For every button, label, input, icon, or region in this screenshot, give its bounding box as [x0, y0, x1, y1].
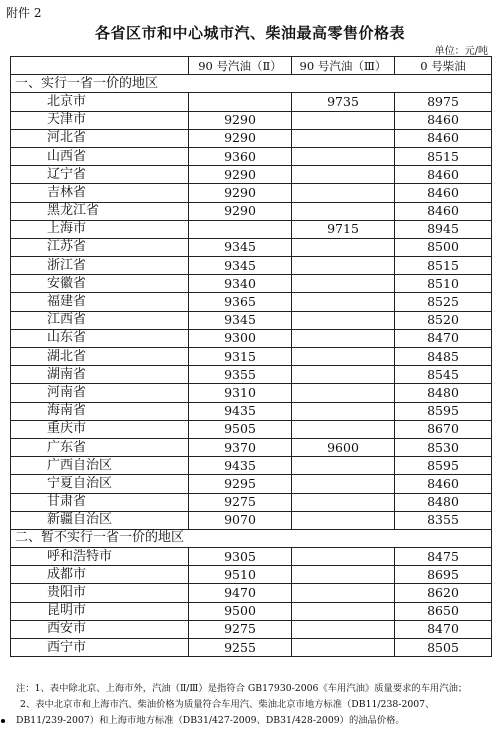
table-row — [11, 238, 492, 256]
region-cell: 呼和浩特市 — [11, 548, 189, 566]
gasoline-90-iii-cell — [292, 493, 395, 511]
gasoline-90-iii-cell — [292, 366, 395, 384]
table-row — [11, 329, 492, 347]
region-cell: 黑龙江省 — [11, 202, 189, 220]
table-row — [11, 257, 492, 275]
diesel-0-cell: 8670 — [395, 420, 492, 438]
region-cell: 江西省 — [11, 311, 189, 329]
gasoline-90-iii-cell — [292, 238, 395, 256]
gasoline-90-iii-cell — [292, 202, 395, 220]
gasoline-90-ii-cell: 9345 — [189, 238, 292, 256]
table-row — [11, 475, 492, 493]
diesel-0-cell: 8475 — [395, 548, 492, 566]
table-row — [11, 111, 492, 129]
table-row — [11, 348, 492, 366]
gasoline-90-iii-cell — [292, 620, 395, 638]
region-cell: 湖南省 — [11, 366, 189, 384]
diesel-0-cell: 8530 — [395, 438, 492, 456]
column-header-diesel-0: 0 号柴油 — [395, 57, 492, 75]
table-row — [11, 584, 492, 602]
section-label: 一、实行一省一价的地区 — [11, 75, 492, 93]
diesel-0-cell: 8545 — [395, 366, 492, 384]
diesel-0-cell: 8460 — [395, 202, 492, 220]
gasoline-90-iii-cell — [292, 566, 395, 584]
gasoline-90-iii-cell — [292, 311, 395, 329]
table-row — [11, 293, 492, 311]
gasoline-90-iii-cell — [292, 329, 395, 347]
gasoline-90-ii-cell: 9070 — [189, 511, 292, 529]
gasoline-90-ii-cell: 9500 — [189, 602, 292, 620]
footnote-1: 注：1、表中除北京、上海市外，汽油（Ⅱ/Ⅲ）是指符合 GB17930-2006《车用汽油》质量要求的车用汽油； — [16, 683, 468, 694]
gasoline-90-ii-cell: 9360 — [189, 147, 292, 165]
gasoline-90-ii-cell: 9510 — [189, 566, 292, 584]
gasoline-90-iii-cell — [292, 129, 395, 147]
gasoline-90-iii-cell — [292, 475, 395, 493]
gasoline-90-iii-cell — [292, 457, 395, 475]
region-cell: 昆明市 — [11, 602, 189, 620]
region-cell: 安徽省 — [11, 275, 189, 293]
table-row — [11, 493, 492, 511]
gasoline-90-iii-cell — [292, 584, 395, 602]
diesel-0-cell: 8460 — [395, 129, 492, 147]
diesel-0-cell: 8470 — [395, 329, 492, 347]
gasoline-90-iii-cell — [292, 147, 395, 165]
diesel-0-cell: 8500 — [395, 238, 492, 256]
table-row — [11, 147, 492, 165]
table-row — [11, 420, 492, 438]
region-cell: 江苏省 — [11, 238, 189, 256]
gasoline-90-iii-cell — [292, 402, 395, 420]
gasoline-90-ii-cell: 9295 — [189, 475, 292, 493]
diesel-0-cell: 8595 — [395, 457, 492, 475]
table-row — [11, 384, 492, 402]
diesel-0-cell: 8460 — [395, 111, 492, 129]
table-row — [11, 457, 492, 475]
table-row — [11, 184, 492, 202]
diesel-0-cell: 8460 — [395, 184, 492, 202]
region-cell: 宁夏自治区 — [11, 475, 189, 493]
gasoline-90-ii-cell: 9435 — [189, 402, 292, 420]
diesel-0-cell: 8650 — [395, 602, 492, 620]
table-row — [11, 548, 492, 566]
gasoline-90-ii-cell: 9340 — [189, 275, 292, 293]
price-table — [10, 56, 492, 657]
region-cell: 天津市 — [11, 111, 189, 129]
region-cell: 吉林省 — [11, 184, 189, 202]
region-cell: 山东省 — [11, 329, 189, 347]
diesel-0-cell: 8515 — [395, 147, 492, 165]
gasoline-90-ii-cell — [189, 220, 292, 238]
gasoline-90-ii-cell: 9345 — [189, 311, 292, 329]
gasoline-90-ii-cell: 9435 — [189, 457, 292, 475]
region-cell: 北京市 — [11, 93, 189, 111]
region-cell: 福建省 — [11, 293, 189, 311]
gasoline-90-iii-cell — [292, 111, 395, 129]
gasoline-90-ii-cell: 9275 — [189, 620, 292, 638]
gasoline-90-iii-cell — [292, 548, 395, 566]
table-header-row — [11, 57, 492, 75]
table-row — [11, 366, 492, 384]
diesel-0-cell: 8480 — [395, 384, 492, 402]
diesel-0-cell: 8480 — [395, 493, 492, 511]
region-cell: 西安市 — [11, 620, 189, 638]
diesel-0-cell: 8470 — [395, 620, 492, 638]
section-label: 二、暂不实行一省一价的地区 — [11, 529, 492, 547]
gasoline-90-iii-cell — [292, 511, 395, 529]
region-cell: 甘肃省 — [11, 493, 189, 511]
diesel-0-cell: 8975 — [395, 93, 492, 111]
region-cell: 广东省 — [11, 438, 189, 456]
footnote-2-continued: DB11/239-2007）和上海市地方标准（DB31/427-2009、DB31/428-2009）的油品价格。 — [16, 715, 405, 726]
table-row — [11, 511, 492, 529]
table-row — [11, 620, 492, 638]
region-cell: 新疆自治区 — [11, 511, 189, 529]
diesel-0-cell: 8460 — [395, 475, 492, 493]
gasoline-90-ii-cell: 9290 — [189, 202, 292, 220]
region-cell: 海南省 — [11, 402, 189, 420]
footnote-2: 2、表中北京市和上海市汽、柴油价格为质量符合车用汽、柴油北京市地方标准（DB11/238-2007、 — [20, 699, 435, 710]
diesel-0-cell: 8695 — [395, 566, 492, 584]
footnotes — [16, 681, 492, 729]
gasoline-90-ii-cell: 9300 — [189, 329, 292, 347]
diesel-0-cell: 8505 — [395, 639, 492, 657]
region-cell: 辽宁省 — [11, 166, 189, 184]
diesel-0-cell: 8460 — [395, 166, 492, 184]
region-cell: 河南省 — [11, 384, 189, 402]
table-row — [11, 220, 492, 238]
table-row — [11, 438, 492, 456]
region-cell: 上海市 — [11, 220, 189, 238]
gasoline-90-ii-cell: 9345 — [189, 257, 292, 275]
region-cell: 重庆市 — [11, 420, 189, 438]
gasoline-90-ii-cell: 9255 — [189, 639, 292, 657]
gasoline-90-ii-cell: 9310 — [189, 384, 292, 402]
diesel-0-cell: 8525 — [395, 293, 492, 311]
region-cell: 浙江省 — [11, 257, 189, 275]
table-row — [11, 166, 492, 184]
gasoline-90-ii-cell: 9355 — [189, 366, 292, 384]
column-header-gasoline-90-ii: 90 号汽油（Ⅱ） — [189, 57, 292, 75]
gasoline-90-iii-cell — [292, 420, 395, 438]
region-cell: 山西省 — [11, 147, 189, 165]
diesel-0-cell: 8515 — [395, 257, 492, 275]
diesel-0-cell: 8620 — [395, 584, 492, 602]
page-title: 各省区市和中心城市汽、柴油最高零售价格表 — [94, 24, 405, 42]
gasoline-90-iii-cell — [292, 275, 395, 293]
diesel-0-cell: 8355 — [395, 511, 492, 529]
table-row — [11, 129, 492, 147]
table-row — [11, 566, 492, 584]
table-row — [11, 602, 492, 620]
region-cell: 湖北省 — [11, 348, 189, 366]
table-row — [11, 275, 492, 293]
diesel-0-cell: 8945 — [395, 220, 492, 238]
gasoline-90-ii-cell: 9365 — [189, 293, 292, 311]
region-cell: 西宁市 — [11, 639, 189, 657]
gasoline-90-iii-cell: 9715 — [292, 220, 395, 238]
unit-label: 单位：元/吨 — [434, 46, 488, 57]
gasoline-90-ii-cell: 9290 — [189, 129, 292, 147]
region-cell: 成都市 — [11, 566, 189, 584]
table-row — [11, 639, 492, 657]
gasoline-90-ii-cell: 9290 — [189, 111, 292, 129]
column-header-region — [11, 57, 189, 75]
attachment-label: 附件 2 — [6, 6, 42, 20]
gasoline-90-iii-cell — [292, 166, 395, 184]
gasoline-90-iii-cell — [292, 293, 395, 311]
gasoline-90-ii-cell: 9505 — [189, 420, 292, 438]
gasoline-90-ii-cell: 9290 — [189, 166, 292, 184]
gasoline-90-iii-cell — [292, 639, 395, 657]
gasoline-90-iii-cell — [292, 348, 395, 366]
table-row — [11, 311, 492, 329]
gasoline-90-iii-cell — [292, 184, 395, 202]
section-row — [11, 75, 492, 93]
gasoline-90-iii-cell — [292, 257, 395, 275]
section-row — [11, 529, 492, 547]
region-cell: 贵阳市 — [11, 584, 189, 602]
diesel-0-cell: 8510 — [395, 275, 492, 293]
table-row — [11, 402, 492, 420]
region-cell: 河北省 — [11, 129, 189, 147]
gasoline-90-ii-cell — [189, 93, 292, 111]
gasoline-90-ii-cell: 9290 — [189, 184, 292, 202]
table-row — [11, 93, 492, 111]
column-header-gasoline-90-iii: 90 号汽油（Ⅲ） — [292, 57, 395, 75]
diesel-0-cell: 8595 — [395, 402, 492, 420]
gasoline-90-ii-cell: 9470 — [189, 584, 292, 602]
gasoline-90-ii-cell: 9315 — [189, 348, 292, 366]
gasoline-90-iii-cell — [292, 384, 395, 402]
diesel-0-cell: 8485 — [395, 348, 492, 366]
diesel-0-cell: 8520 — [395, 311, 492, 329]
gasoline-90-iii-cell: 9600 — [292, 438, 395, 456]
table-row — [11, 202, 492, 220]
gasoline-90-iii-cell — [292, 602, 395, 620]
bullet-dot — [1, 719, 5, 723]
gasoline-90-ii-cell: 9370 — [189, 438, 292, 456]
gasoline-90-ii-cell: 9305 — [189, 548, 292, 566]
gasoline-90-ii-cell: 9275 — [189, 493, 292, 511]
gasoline-90-iii-cell: 9735 — [292, 93, 395, 111]
region-cell: 广西自治区 — [11, 457, 189, 475]
